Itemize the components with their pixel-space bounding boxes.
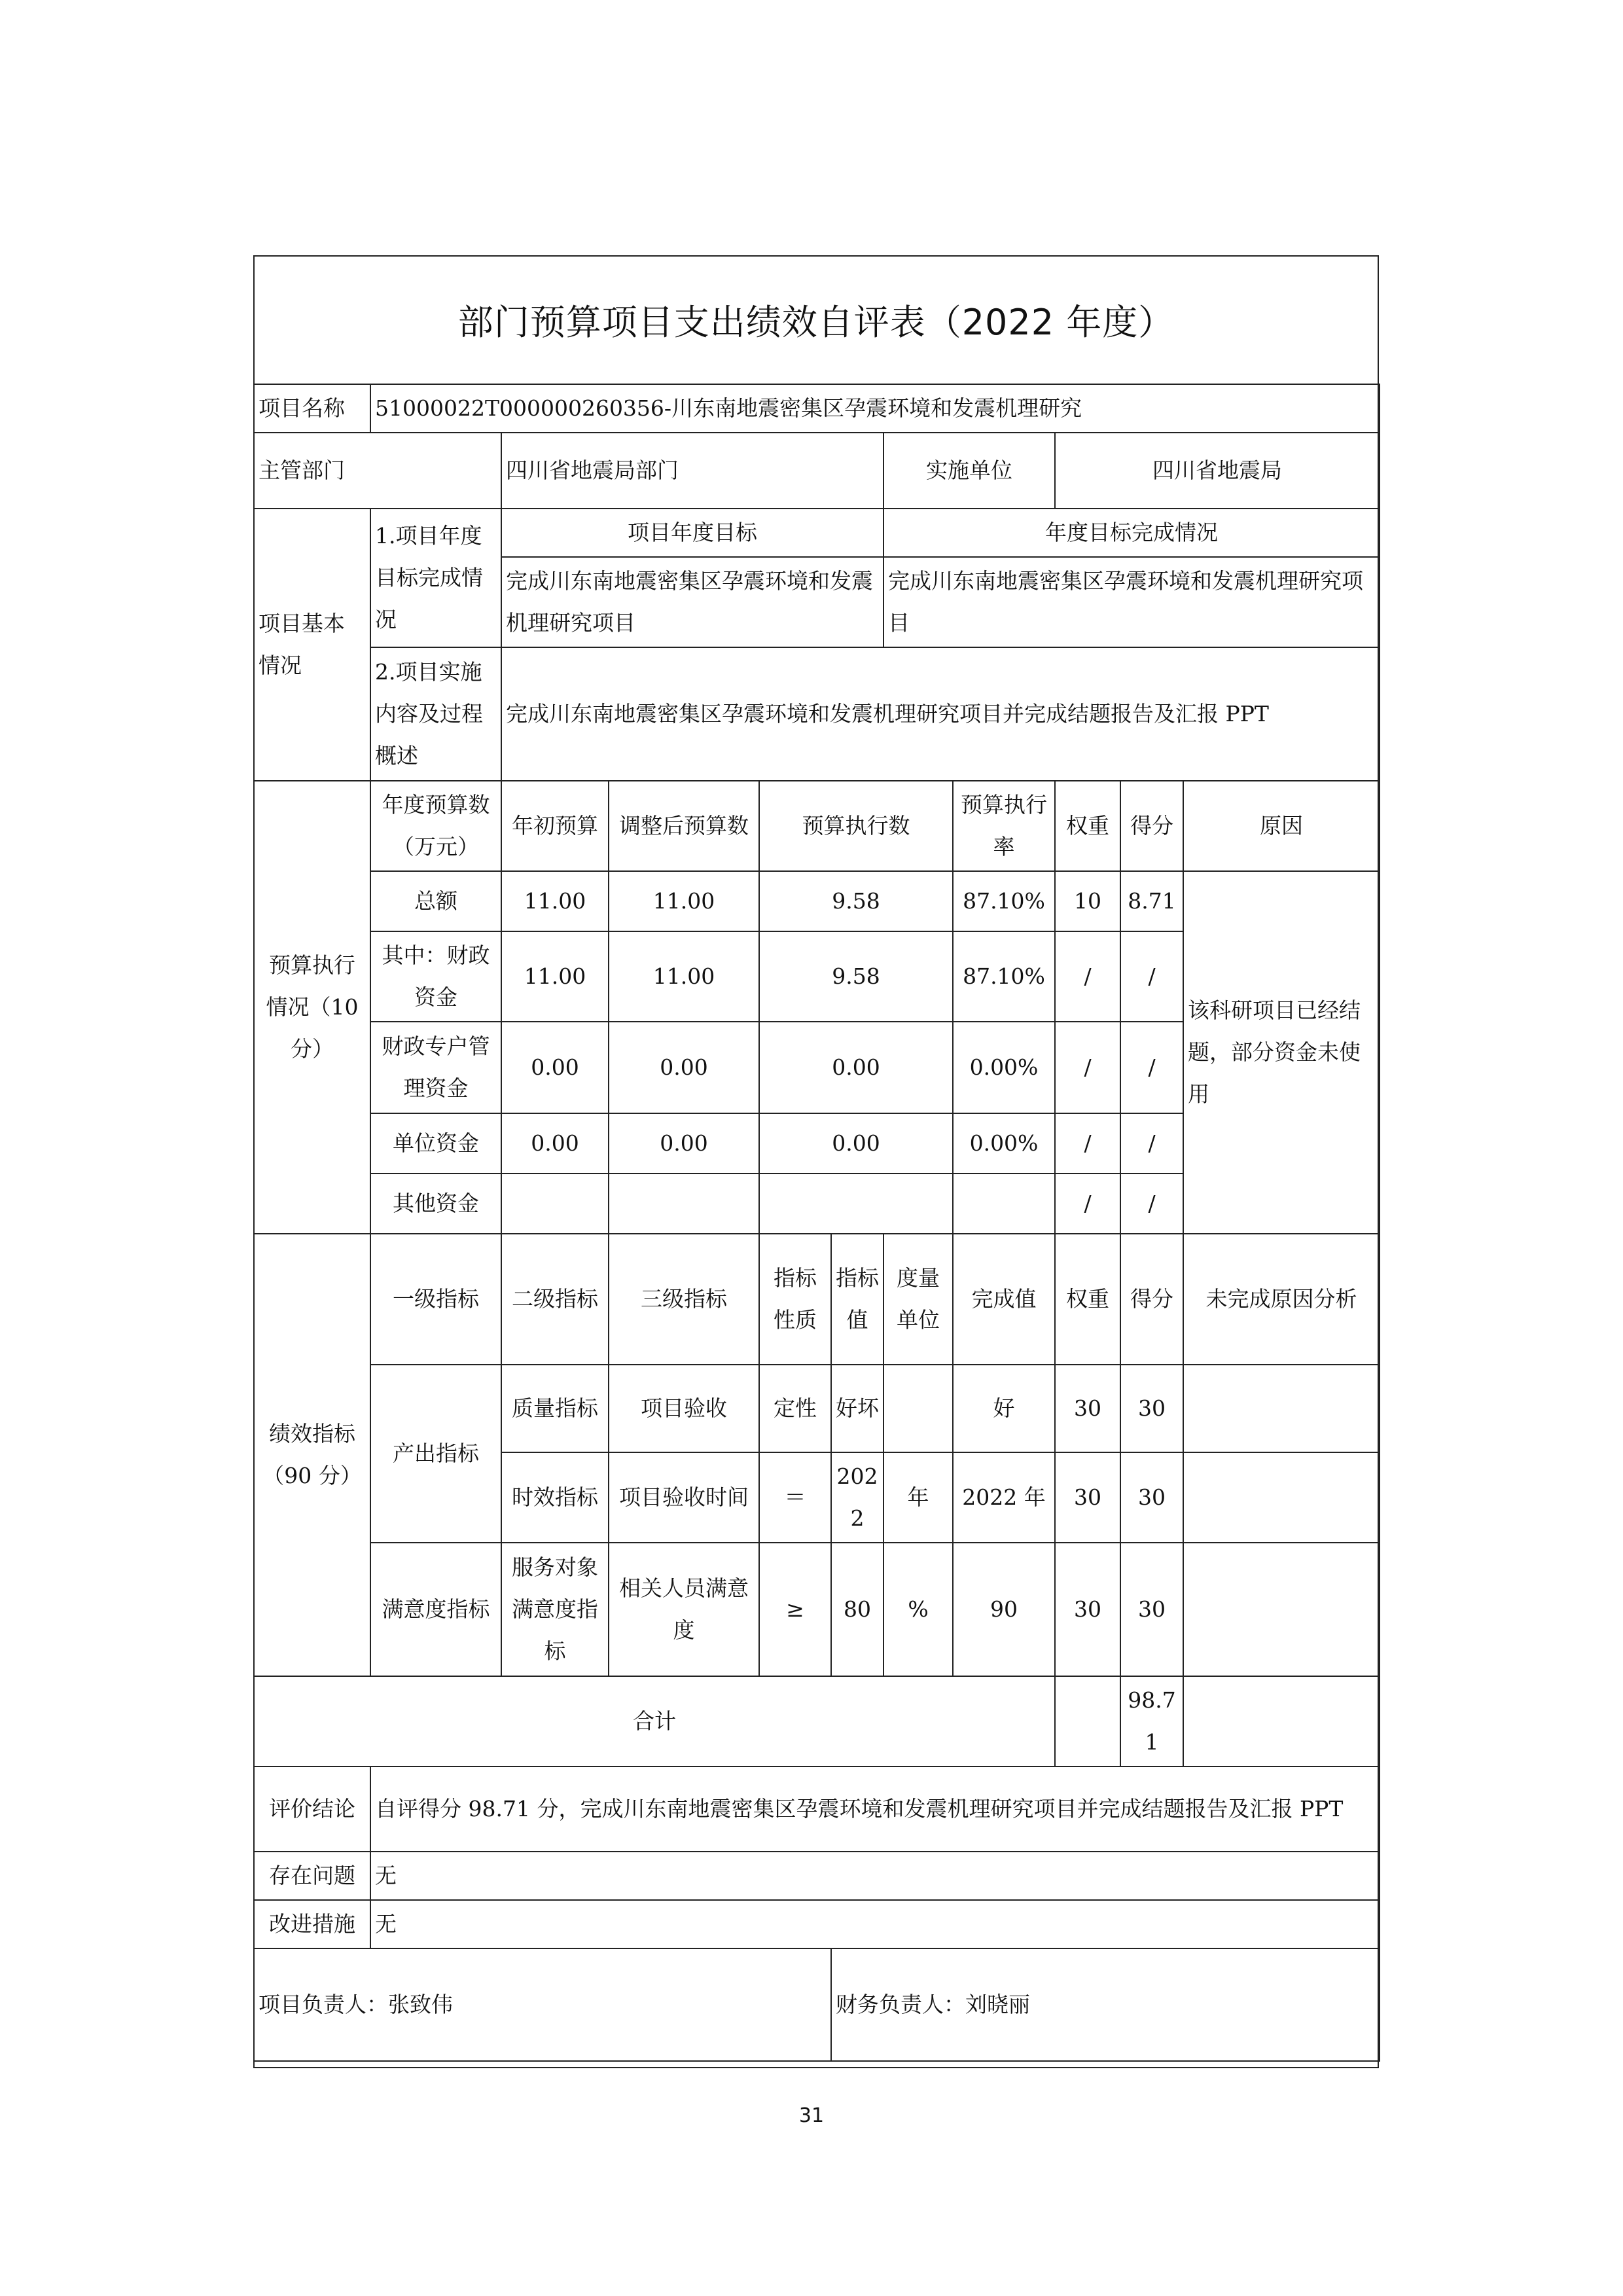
perf-weight: 30 <box>1055 1452 1120 1543</box>
budget-adjusted: 0.00 <box>609 1022 759 1113</box>
budget-row-label: 财政专户管理资金 <box>370 1022 501 1113</box>
budget-adjusted <box>609 1174 759 1234</box>
perf-value: 2022 <box>831 1452 883 1543</box>
total-score: 98.71 <box>1120 1676 1183 1767</box>
improve-row <box>254 1900 1380 1948</box>
perf-header-done: 完成值 <box>953 1234 1055 1365</box>
perf-header-score: 得分 <box>1120 1234 1183 1365</box>
budget-score: / <box>1120 1022 1183 1113</box>
perf-header-nature: 指标性质 <box>759 1234 831 1365</box>
budget-executed: 9.58 <box>759 871 953 931</box>
perf-level3: 项目验收时间 <box>609 1452 759 1543</box>
perf-score: 30 <box>1120 1365 1183 1452</box>
goal-header: 项目年度目标 <box>501 509 883 557</box>
perf-weight: 30 <box>1055 1543 1120 1676</box>
perf-header-level2: 二级指标 <box>501 1234 609 1365</box>
budget-initial: 11.00 <box>501 931 609 1022</box>
budget-executed: 0.00 <box>759 1113 953 1174</box>
perf-header-level3: 三级指标 <box>609 1234 759 1365</box>
budget-row-label: 其中：财政资金 <box>370 931 501 1022</box>
perf-done: 好 <box>953 1365 1055 1452</box>
budget-initial <box>501 1174 609 1234</box>
budget-row-label: 单位资金 <box>370 1113 501 1174</box>
budget-weight: / <box>1055 931 1120 1022</box>
perf-value: 80 <box>831 1543 883 1676</box>
budget-rate: 0.00% <box>953 1022 1055 1113</box>
perf-unit: % <box>883 1543 953 1676</box>
budget-executed <box>759 1174 953 1234</box>
budget-rate: 87.10% <box>953 871 1055 931</box>
signature-row <box>254 1948 1380 2061</box>
issues-row <box>254 1852 1380 1900</box>
budget-header-rate: 预算执行率 <box>953 781 1055 871</box>
completion-header: 年度目标完成情况 <box>883 509 1380 557</box>
impl-text: 完成川东南地震密集区孕震环境和发震机理研究项目并完成结题报告及汇报 PPT <box>501 647 1380 781</box>
improve-text: 无 <box>370 1900 1380 1948</box>
budget-row-label: 总额 <box>370 871 501 931</box>
budget-row <box>254 871 1380 931</box>
budget-weight: 10 <box>1055 871 1120 931</box>
perf-header-weight: 权重 <box>1055 1234 1120 1365</box>
budget-initial: 0.00 <box>501 1022 609 1113</box>
budget-adjusted: 0.00 <box>609 1113 759 1174</box>
perf-score: 30 <box>1120 1452 1183 1543</box>
project-name-label: 项目名称 <box>254 384 370 433</box>
budget-initial: 11.00 <box>501 871 609 931</box>
total-row <box>254 1676 1380 1767</box>
goal-label: 1.项目年度目标完成情况 <box>370 509 501 647</box>
perf-level2: 质量指标 <box>501 1365 609 1452</box>
impl-row <box>254 647 1380 781</box>
perf-row <box>254 1543 1380 1676</box>
budget-weight: / <box>1055 1174 1120 1234</box>
perf-score: 30 <box>1120 1543 1183 1676</box>
conclusion-row <box>254 1767 1380 1852</box>
perf-header-level1: 一级指标 <box>370 1234 501 1365</box>
issues-text: 无 <box>370 1852 1380 1900</box>
perf-nature: ≥ <box>759 1543 831 1676</box>
perf-row <box>254 1365 1380 1452</box>
perf-nature: ＝ <box>759 1452 831 1543</box>
impl-label: 2.项目实施内容及过程概述 <box>370 647 501 781</box>
perf-level3: 项目验收 <box>609 1365 759 1452</box>
perf-done: 90 <box>953 1543 1055 1676</box>
perf-reason <box>1183 1452 1380 1543</box>
total-reason <box>1183 1676 1380 1767</box>
completion-text: 完成川东南地震密集区孕震环境和发震机理研究项目 <box>883 557 1380 647</box>
perf-done: 2022 年 <box>953 1452 1055 1543</box>
budget-section-label: 预算执行情况（10分） <box>254 781 370 1234</box>
project-name-value: 51000022T000000260356-川东南地震密集区孕震环境和发震机理研究 <box>370 384 1380 433</box>
perf-section-label: 绩效指标（90 分） <box>254 1234 370 1676</box>
goal-text: 完成川东南地震密集区孕震环境和发震机理研究项目 <box>501 557 883 647</box>
budget-score: 8.71 <box>1120 871 1183 931</box>
evaluation-table <box>253 384 1380 2062</box>
total-label: 合计 <box>254 1676 1055 1767</box>
conclusion-text: 自评得分 98.71 分，完成川东南地震密集区孕震环境和发震机理研究项目并完成结题报告及汇报 PPT <box>370 1767 1380 1852</box>
perf-header-reason: 未完成原因分析 <box>1183 1234 1380 1365</box>
budget-header-reason: 原因 <box>1183 781 1380 871</box>
unit-value: 四川省地震局 <box>1055 433 1380 509</box>
perf-satisfaction-level1: 满意度指标 <box>370 1543 501 1676</box>
perf-level2: 时效指标 <box>501 1452 609 1543</box>
budget-rate: 0.00% <box>953 1113 1055 1174</box>
perf-reason <box>1183 1365 1380 1452</box>
issues-label: 存在问题 <box>254 1852 370 1900</box>
budget-weight: / <box>1055 1113 1120 1174</box>
perf-nature: 定性 <box>759 1365 831 1452</box>
budget-executed: 9.58 <box>759 931 953 1022</box>
perf-value: 好坏 <box>831 1365 883 1452</box>
budget-executed: 0.00 <box>759 1022 953 1113</box>
budget-row-label: 其他资金 <box>370 1174 501 1234</box>
budget-header-score: 得分 <box>1120 781 1183 871</box>
perf-header-row <box>254 1234 1380 1365</box>
overview-section-label: 项目基本情况 <box>254 509 370 781</box>
budget-header-weight: 权重 <box>1055 781 1120 871</box>
budget-header-annual: 年度预算数（万元） <box>370 781 501 871</box>
perf-header-unit: 度量单位 <box>883 1234 953 1365</box>
dept-row <box>254 433 1380 509</box>
conclusion-label: 评价结论 <box>254 1767 370 1852</box>
budget-reason: 该科研项目已经结题，部分资金未使用 <box>1183 871 1380 1234</box>
budget-adjusted: 11.00 <box>609 931 759 1022</box>
budget-header-initial: 年初预算 <box>501 781 609 871</box>
finance-lead: 财务负责人：刘晓丽 <box>831 1948 1380 2061</box>
dept-label: 主管部门 <box>254 433 501 509</box>
goal-header-row <box>254 509 1380 557</box>
budget-header-row <box>254 781 1380 871</box>
budget-initial: 0.00 <box>501 1113 609 1174</box>
budget-rate: 87.10% <box>953 931 1055 1022</box>
budget-weight: / <box>1055 1022 1120 1113</box>
budget-adjusted: 11.00 <box>609 871 759 931</box>
page-title: 部门预算项目支出绩效自评表（2022 年度） <box>457 301 1175 343</box>
perf-unit <box>883 1365 953 1452</box>
improve-label: 改进措施 <box>254 1900 370 1948</box>
budget-score: / <box>1120 1113 1183 1174</box>
budget-rate <box>953 1174 1055 1234</box>
budget-score: / <box>1120 931 1183 1022</box>
perf-header-value: 指标值 <box>831 1234 883 1365</box>
project-lead: 项目负责人：张致伟 <box>254 1948 831 2061</box>
perf-weight: 30 <box>1055 1365 1120 1452</box>
perf-unit: 年 <box>883 1452 953 1543</box>
project-name-row <box>254 384 1380 433</box>
budget-header-executed: 预算执行数 <box>759 781 953 871</box>
perf-level2: 服务对象满意度指标 <box>501 1543 609 1676</box>
dept-value: 四川省地震局部门 <box>501 433 883 509</box>
budget-header-adjusted: 调整后预算数 <box>609 781 759 871</box>
perf-level3: 相关人员满意度 <box>609 1543 759 1676</box>
perf-reason <box>1183 1543 1380 1676</box>
total-weight <box>1055 1676 1120 1767</box>
page-number: 31 <box>798 2104 825 2127</box>
budget-score: / <box>1120 1174 1183 1234</box>
unit-label: 实施单位 <box>883 433 1055 509</box>
perf-output-label: 产出指标 <box>370 1365 501 1543</box>
